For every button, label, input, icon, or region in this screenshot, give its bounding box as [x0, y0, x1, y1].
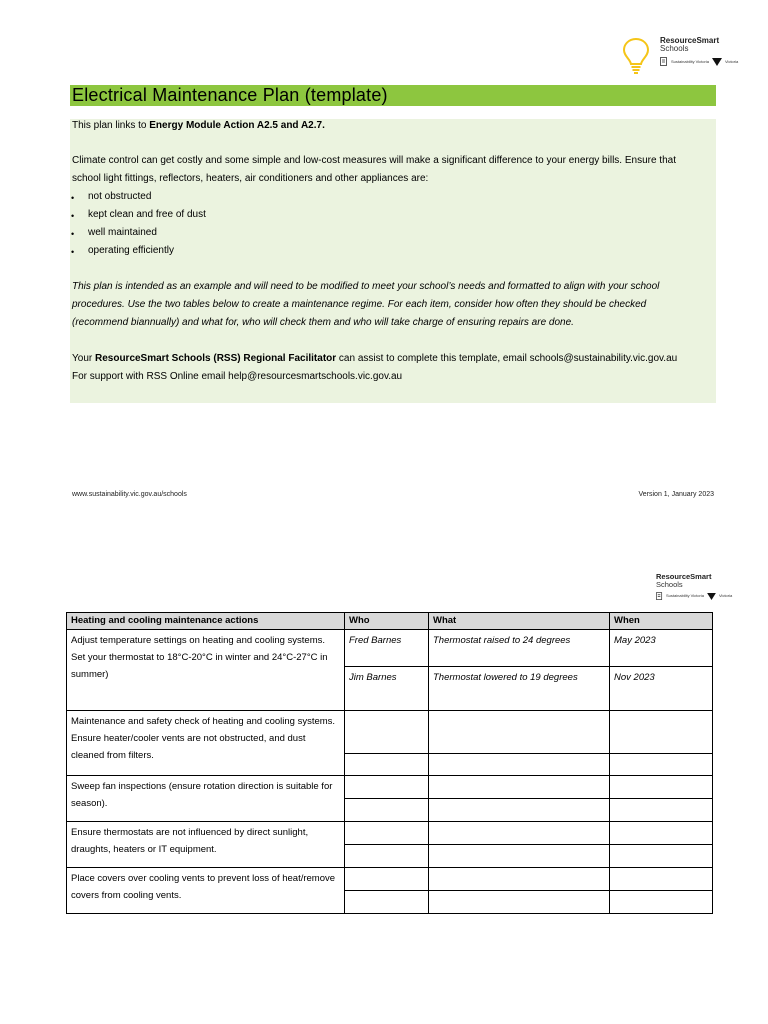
what-cell[interactable]: [429, 845, 610, 868]
page-title: Electrical Maintenance Plan (template): [72, 85, 388, 105]
sustainability-victoria-icon: [656, 592, 663, 601]
who-cell[interactable]: [345, 845, 429, 868]
header-what: What: [429, 613, 610, 630]
example-note-line3: (recommend biannually) and what for, who will check them and who will take charge of ensuring repairs are done.: [72, 317, 574, 328]
what-cell[interactable]: [429, 891, 610, 914]
what-cell[interactable]: Thermostat raised to 24 degrees: [429, 630, 610, 667]
what-cell[interactable]: [429, 776, 610, 799]
logo-brand: ResourceSmart: [660, 36, 720, 45]
victoria-state-icon: [712, 58, 722, 66]
what-cell[interactable]: [429, 799, 610, 822]
who-cell[interactable]: Jim Barnes: [345, 667, 429, 711]
climate-paragraph-line1: Climate control can get costly and some simple and low-cost measures will make a significant difference to your energy bills. Ensure that: [72, 155, 676, 166]
example-note-line2: procedures. Use the two tables below to create a maintenance regime. For each item, consider how often they should be checked: [72, 299, 647, 310]
bullet-marker: •: [71, 193, 75, 203]
sv-mark-text: Sustainability Victoria: [666, 593, 704, 599]
logo-brand: ResourceSmart: [656, 572, 712, 581]
bullet-item: kept clean and free of dust: [88, 209, 206, 220]
links-line: This plan links to Energy Module Action A2.5 and A2.7.: [72, 120, 325, 131]
what-cell[interactable]: Thermostat lowered to 19 degrees: [429, 667, 610, 711]
who-cell[interactable]: [345, 868, 429, 891]
when-cell[interactable]: [610, 776, 713, 799]
header-when: When: [610, 613, 713, 630]
climate-paragraph-line2: school light fittings, reflectors, heaters, air conditioners and other appliances are:: [72, 173, 429, 184]
who-cell[interactable]: [345, 799, 429, 822]
sustainability-victoria-icon: [660, 57, 668, 67]
table-row: [67, 868, 713, 891]
resourcesmart-logo: [622, 37, 738, 75]
when-cell[interactable]: [610, 754, 713, 776]
what-cell[interactable]: [429, 711, 610, 754]
what-cell[interactable]: [429, 868, 610, 891]
when-cell[interactable]: [610, 711, 713, 754]
action-cell: Ensure thermostats are not influenced by direct sunlight, draughts, heaters or IT equipment.: [67, 822, 345, 868]
table-row: [67, 711, 713, 754]
support-line: For support with RSS Online email help@resourcesmartschools.vic.gov.au: [72, 371, 403, 382]
bullet-marker: •: [71, 247, 75, 257]
what-cell[interactable]: [429, 822, 610, 845]
sv-mark-text: Sustainability Victoria: [671, 58, 709, 64]
when-cell[interactable]: [610, 868, 713, 891]
table-header-row: [67, 613, 713, 630]
action-cell: Place covers over cooling vents to prevent loss of heat/remove covers from cooling vents.: [67, 868, 345, 914]
title-bar: [70, 85, 716, 106]
action-cell: Sweep fan inspections (ensure rotation direction is suitable for season).: [67, 776, 345, 822]
resourcesmart-logo-small: [656, 573, 732, 601]
bullet-item: operating efficiently: [88, 245, 174, 256]
footer-url: www.sustainability.vic.gov.au/schools: [72, 491, 187, 498]
when-cell[interactable]: [610, 822, 713, 845]
lightbulb-icon: [622, 37, 650, 75]
who-cell[interactable]: Fred Barnes: [345, 630, 429, 667]
vic-mark-text: Victoria: [718, 593, 733, 599]
what-cell[interactable]: [429, 754, 610, 776]
vic-mark-text: Victoria: [724, 58, 739, 64]
who-cell[interactable]: [345, 891, 429, 914]
bullet-marker: •: [71, 229, 75, 239]
example-note-line1: This plan is intended as an example and will need to be modified to meet your school’s needs and formatted to align with your school: [72, 281, 660, 292]
action-cell: Adjust temperature settings on heating and cooling systems. Set your thermostat to 18°C-20°C in winter and 24°C-27°C in summer): [67, 630, 345, 711]
logo-sub: Schools: [660, 44, 689, 54]
footer-version: Version 1, January 2023: [638, 491, 714, 498]
table-row: [67, 822, 713, 845]
who-cell[interactable]: [345, 711, 429, 754]
bullet-item: well maintained: [88, 227, 157, 238]
victoria-state-icon: [707, 593, 716, 600]
table-row: [67, 776, 713, 799]
who-cell[interactable]: [345, 754, 429, 776]
bullet-marker: •: [71, 211, 75, 221]
when-cell[interactable]: Nov 2023: [610, 667, 713, 711]
when-cell[interactable]: May 2023: [610, 630, 713, 667]
when-cell[interactable]: [610, 799, 713, 822]
when-cell[interactable]: [610, 845, 713, 868]
who-cell[interactable]: [345, 776, 429, 799]
when-cell[interactable]: [610, 891, 713, 914]
header-actions: Heating and cooling maintenance actions: [67, 613, 345, 630]
contact-line: Your ResourceSmart Schools (RSS) Regional Facilitator can assist to complete this template, email schools@sustainability.vic.gov.au: [72, 353, 678, 364]
maintenance-table: [66, 612, 713, 914]
action-cell: Maintenance and safety check of heating and cooling systems. Ensure heater/cooler vents are not obstructed, and dust cleaned from filters.: [67, 711, 345, 776]
logo-sub: Schools: [656, 579, 683, 589]
who-cell[interactable]: [345, 822, 429, 845]
table-row: [67, 630, 713, 667]
bullet-item: not obstructed: [88, 191, 152, 202]
header-who: Who: [345, 613, 429, 630]
